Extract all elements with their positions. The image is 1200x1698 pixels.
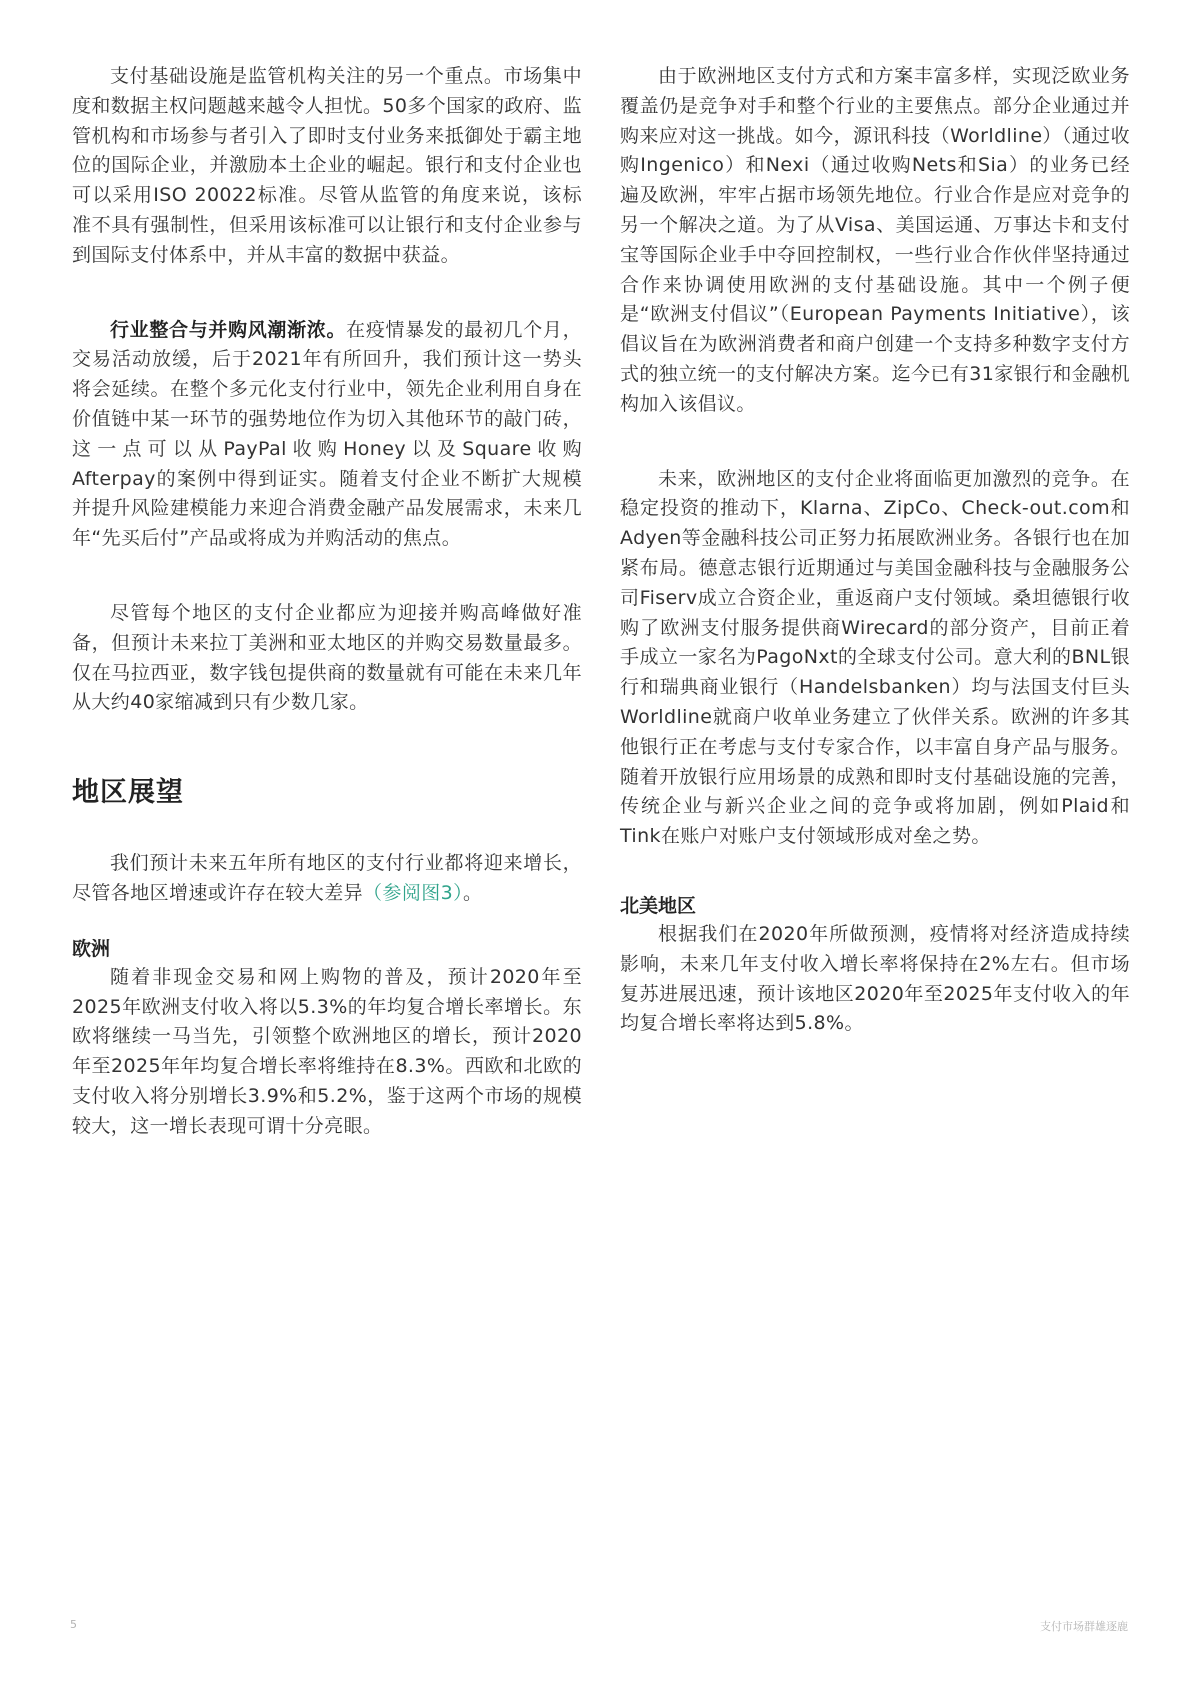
right-column bbox=[620, 62, 1130, 1039]
paragraph-consolidation bbox=[72, 316, 582, 554]
paragraph-body: 在疫情暴发的最初几个月，交易活动放缓，后于2021年有所回升，我们预计这一势头将会延续。在整个多元化支付行业中，领先企业利用自身在价值链中某一环节的强势地位作为切入其他环节的敲门砖，这一点可以从PayPal收购Honey以及Square收购Afterpay的案例中得到证实。随着支付企业不断扩大规模并提升风险建模能力来迎合消费金融产品发展需求，未来几年“先买后付”产品或将成为并购活动的焦点。 bbox=[72, 318, 582, 550]
paragraph-outlook bbox=[72, 849, 582, 909]
document-title-footer: 支付市场群雄逐鹿 bbox=[1040, 1620, 1128, 1633]
section-heading-regional-outlook: 地区展望 bbox=[72, 777, 184, 809]
figure-reference-link[interactable]: （参阅图3） bbox=[363, 881, 464, 904]
paragraph-infrastructure: 支付基础设施是监管机构关注的另一个重点。市场集中度和数据主权问题越来越令人担忧。50多个国家的政府、监管机构和市场参与者引入了即时支付业务来抵御处于霸主地位的国际企业，并激励本土企业的崛起。银行和支付企业也可以采用ISO 20022标准。尽管从监管的角度来说，该标准不具有强制性，但采用该标准可以让银行和支付企业参与到国际支付体系中，并从丰富的数据中获益。 bbox=[72, 65, 582, 266]
subheading-europe: 欧洲 bbox=[72, 937, 111, 960]
paragraph-pan-european: 由于欧洲地区支付方式和方案丰富多样，实现泛欧业务覆盖仍是竞争对手和整个行业的主要焦点。部分企业通过并购来应对这一挑战。如今，源讯科技（Worldline）（通过收购Ingenico）和Nexi（通过收购Nets和Sia）的业务已经遍及欧洲，牢牢占据市场领先地位。行业合作是应对竞争的另一个解决之道。为了从Visa、美国运通、万事达卡和支付宝等国际企业手中夺回控制权，一些行业合作伙伴坚持通过合作来协调使用欧洲的支付基础设施。其中一个例子便是“欧洲支付倡议”（European Payments Initiative），该倡议旨在为欧洲消费者和商户创建一个支持多种数字支付方式的独立统一的支付解决方案。迄今已有31家银行和金融机构加入该倡议。 bbox=[620, 65, 1130, 415]
subheading-north-america: 北美地区 bbox=[620, 894, 697, 917]
paragraph-competition: 未来，欧洲地区的支付企业将面临更加激烈的竞争。在稳定投资的推动下，Klarna、ZipCo、Check-out.com和Adyen等金融科技公司正努力拓展欧洲业务。各银行也在加紧布局。德意志银行近期通过与美国金融科技与金融服务公司Fiserv成立合资企业，重返商户支付领域。桑坦德银行收购了欧洲支付服务提供商Wirecard的部分资产，目前正着手成立一家名为PagoNxt的全球支付公司。意大利的BNL银行和瑞典商业银行（Handelsbanken）均与法国支付巨头Worldline就商户收单业务建立了伙伴关系。欧洲的许多其他银行正在考虑与支付专家合作，以丰富自身产品与服务。随着开放银行应用场景的成熟和即时支付基础设施的完善，传统企业与新兴企业之间的竞争或将加剧，例如Plaid和Tink在账户对账户支付领域形成对垒之势。 bbox=[620, 467, 1130, 848]
left-column bbox=[72, 62, 582, 1142]
page-number: 5 bbox=[70, 1618, 77, 1631]
paragraph-lead: 行业整合与并购风潮渐浓。 bbox=[110, 318, 347, 341]
paragraph-end: 。 bbox=[463, 881, 483, 904]
paragraph-europe: 随着非现金交易和网上购物的普及，预计2020年至2025年欧洲支付收入将以5.3%的年均复合增长率增长。东欧将继续一马当先，引领整个欧洲地区的增长，预计2020年至2025年年均复合增长率将维持在8.3%。西欧和北欧的支付收入将分别增长3.9%和5.2%，鉴于这两个市场的规模较大，这一增长表现可谓十分亮眼。 bbox=[72, 965, 582, 1137]
paragraph-mna-regions: 尽管每个地区的支付企业都应为迎接并购高峰做好准备，但预计未来拉丁美洲和亚太地区的并购交易数量最多。仅在马拉西亚，数字钱包提供商的数量就有可能在未来几年从大约40家缩减到只有少数几家。 bbox=[72, 601, 582, 714]
paragraph-north-america: 根据我们在2020年所做预测，疫情将对经济造成持续影响，未来几年支付收入增长率将保持在2%左右。但市场复苏进展迅速，预计该地区2020年至2025年支付收入的年均复合增长率将达到5.8%。 bbox=[620, 922, 1130, 1035]
paragraph-text: 我们预计未来五年所有地区的支付行业都将迎来增长，尽管各地区增速或许存在较大差异 bbox=[72, 852, 582, 904]
